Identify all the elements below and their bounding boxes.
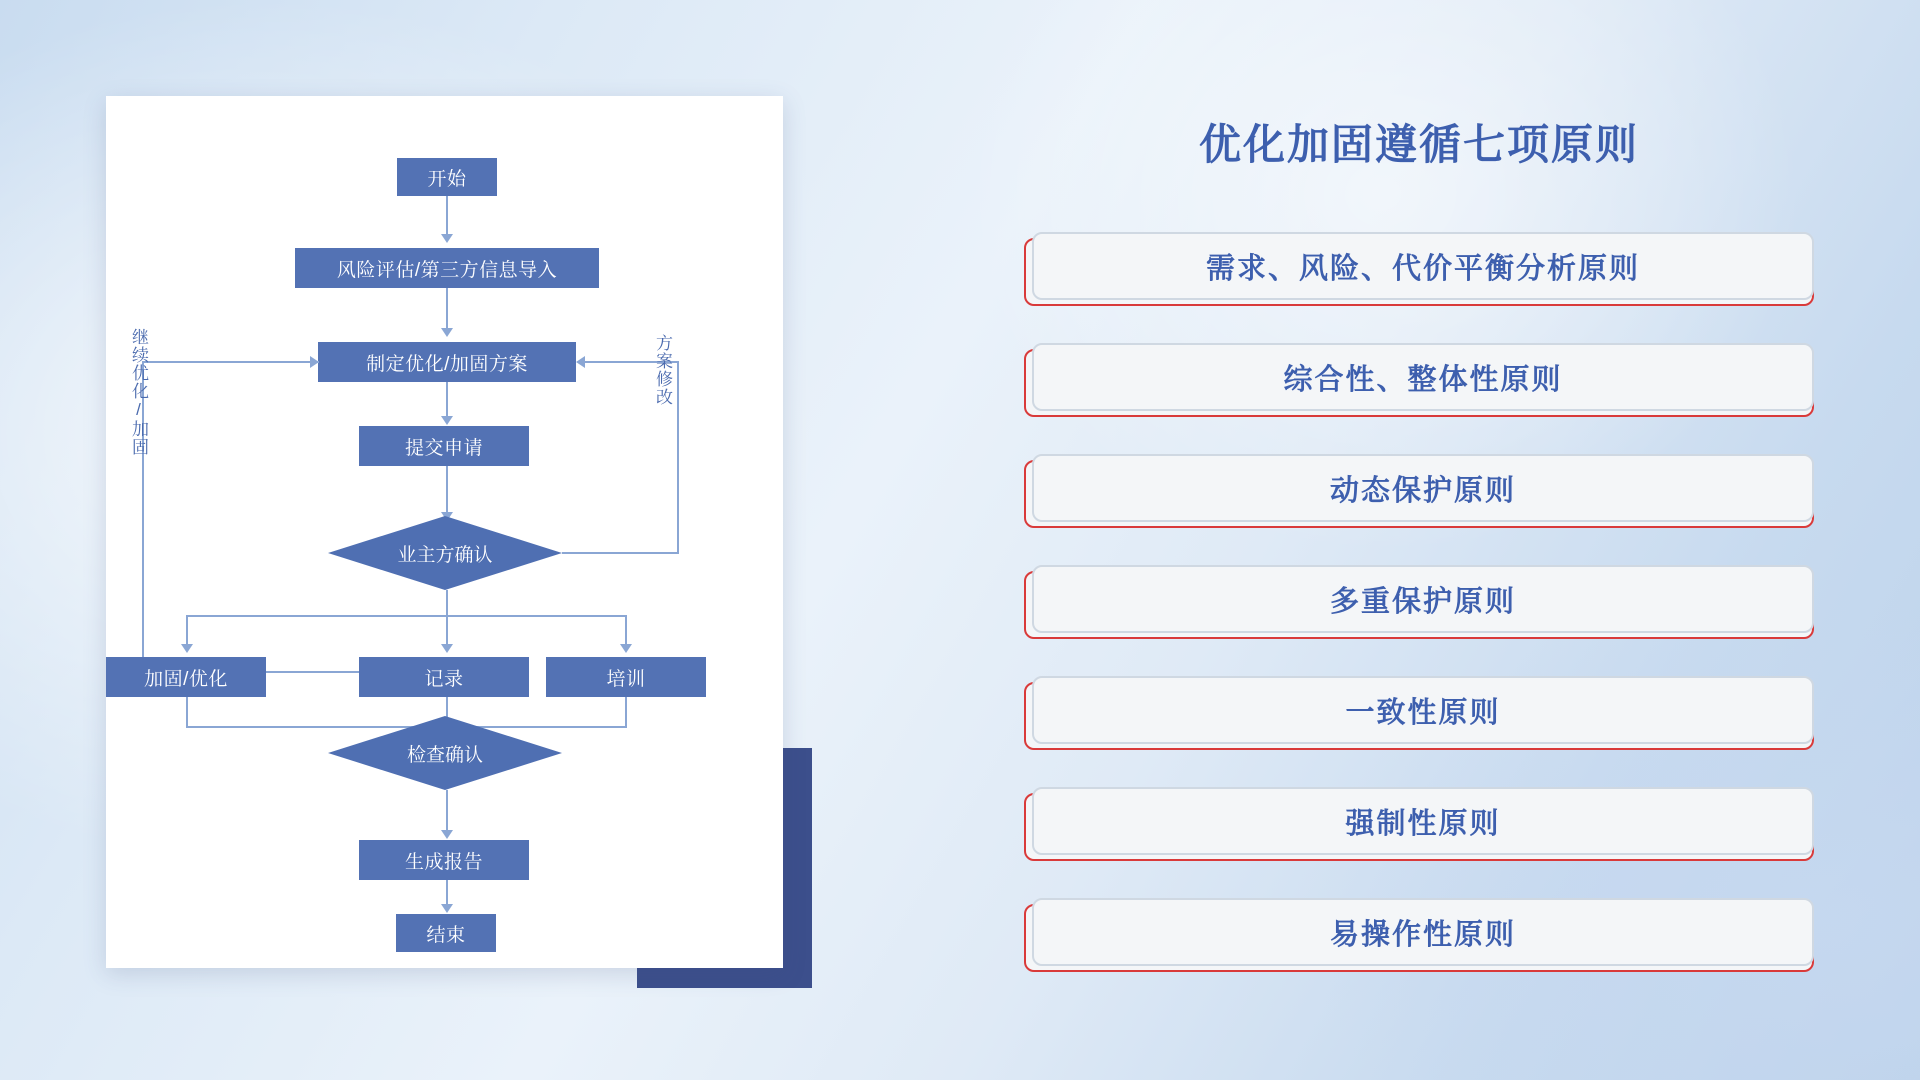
- flowchart-diagram: [106, 96, 783, 968]
- principle-item-1: [1024, 238, 1814, 306]
- flow-node-label: 加固/优化: [144, 668, 228, 690]
- principle-item-7: [1024, 904, 1814, 972]
- principle-label: 强制性原则: [1345, 807, 1501, 840]
- connector-right-up: [677, 362, 679, 554]
- flowchart-card: [106, 96, 783, 968]
- connector-owner-right: [562, 552, 679, 554]
- arrowhead-icon: [441, 416, 453, 425]
- principle-label: 综合性、整体性原则: [1283, 363, 1563, 396]
- arrowhead-icon: [441, 644, 453, 653]
- arrowhead-icon: [441, 328, 453, 337]
- connector-start-risk: [446, 196, 448, 238]
- flow-decision-owner-confirm: [328, 516, 562, 590]
- flow-node-label: 业主方确认: [397, 544, 493, 566]
- flow-node-label: 记录: [424, 668, 464, 690]
- edge-label-continue-optimize: 继续优化/加固: [129, 328, 148, 456]
- flow-node-label: 培训: [606, 668, 646, 690]
- connector-left-to-plan: [142, 361, 319, 363]
- principle-item-5: [1024, 682, 1814, 750]
- connector-submit-owner: [446, 466, 448, 518]
- edge-label-plan-revision: 方案修改: [653, 334, 672, 406]
- connector-merge-left: [186, 697, 188, 727]
- principle-label: 需求、风险、代价平衡分析原则: [1205, 252, 1640, 285]
- principle-inner: [1032, 787, 1814, 855]
- connector-plan-submit: [446, 382, 448, 420]
- arrowhead-icon: [181, 644, 193, 653]
- arrowhead-icon: [620, 644, 632, 653]
- principle-label: 一致性原则: [1345, 696, 1501, 729]
- flow-decision-check-confirm-shape: [328, 716, 562, 790]
- flow-node-label: 检查确认: [406, 744, 483, 766]
- flow-node-risk-assessment: [295, 248, 599, 288]
- arrowhead-icon: [310, 356, 319, 368]
- flow-node-record: [359, 657, 529, 697]
- flow-node-start: [397, 158, 497, 196]
- flow-node-training: [546, 657, 706, 697]
- flow-node-make-plan: [318, 342, 576, 382]
- flow-node-end: [396, 914, 496, 952]
- flow-node-submit-application: [359, 426, 529, 466]
- principle-inner: [1032, 676, 1814, 744]
- connector-owner-down: [446, 590, 448, 616]
- principle-inner: [1032, 454, 1814, 522]
- arrowhead-icon: [441, 830, 453, 839]
- connector-branch-bus: [186, 615, 627, 617]
- principle-label: 多重保护原则: [1329, 585, 1516, 618]
- flow-node-label: 生成报告: [404, 851, 483, 873]
- principle-item-3: [1024, 460, 1814, 528]
- principle-item-4: [1024, 571, 1814, 639]
- principle-item-2: [1024, 349, 1814, 417]
- flow-node-label: 结束: [426, 924, 466, 946]
- flow-node-label: 制定优化/加固方案: [366, 353, 528, 375]
- principle-inner: [1032, 232, 1814, 300]
- flow-node-label: 开始: [427, 168, 467, 190]
- arrowhead-icon: [576, 356, 585, 368]
- flow-node-label: 提交申请: [404, 437, 483, 459]
- principles-title: 优化加固遵循七项原则: [1198, 121, 1639, 168]
- arrowhead-icon: [441, 904, 453, 913]
- flow-node-label: 风险评估/第三方信息导入: [336, 259, 558, 281]
- principle-label: 动态保护原则: [1329, 474, 1516, 507]
- flow-node-reinforce-optimize: [106, 657, 266, 697]
- principle-inner: [1032, 898, 1814, 966]
- flow-node-generate-report: [359, 840, 529, 880]
- principle-inner: [1032, 343, 1814, 411]
- principle-item-6: [1024, 793, 1814, 861]
- connector-merge-right: [625, 697, 627, 727]
- principle-label: 易操作性原则: [1329, 918, 1516, 951]
- principle-inner: [1032, 565, 1814, 633]
- connector-risk-plan: [446, 288, 448, 332]
- arrowhead-icon: [441, 234, 453, 243]
- connector-check-report: [446, 790, 448, 834]
